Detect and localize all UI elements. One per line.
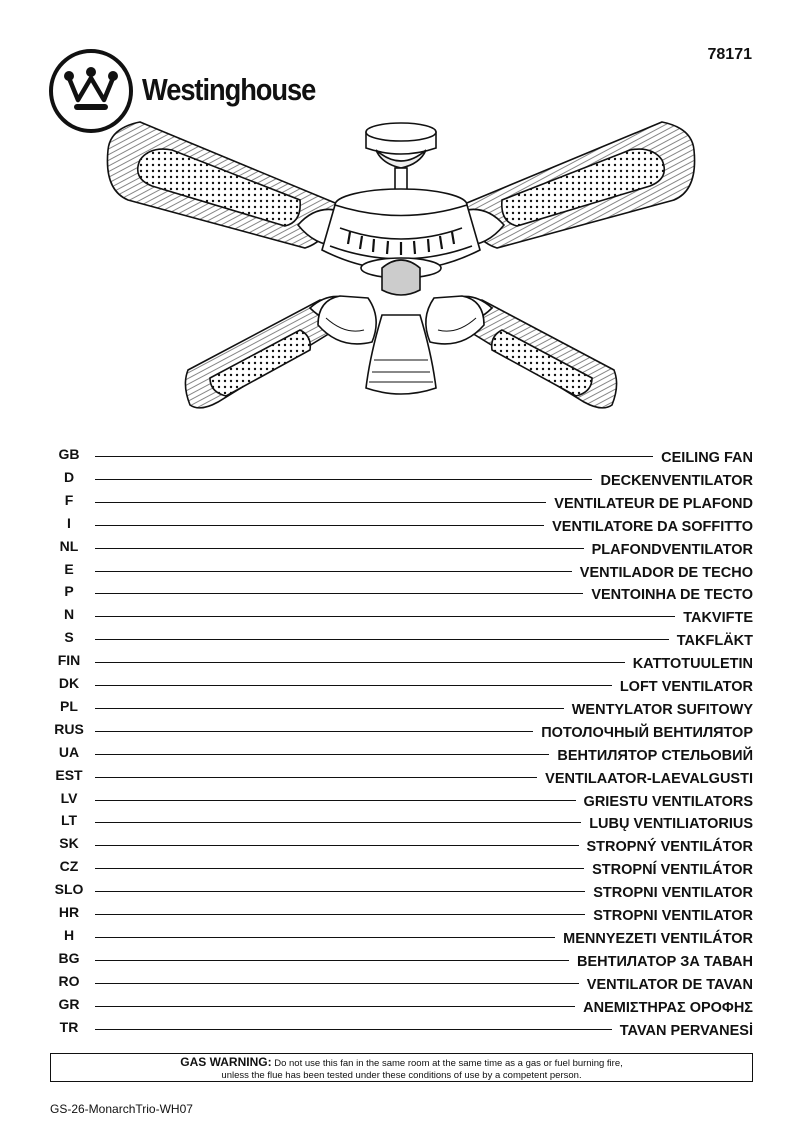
language-row [0,469,802,489]
language-product-name: STROPNÍ VENTILÁTOR [592,862,753,879]
language-rule [95,685,612,686]
language-product-name: VENTILATOR DE TAVAN [586,976,753,993]
language-rule [95,868,584,869]
language-code: S [64,629,74,646]
language-row [0,744,802,764]
language-row [0,904,802,924]
language-rule [95,822,581,823]
language-code: LT [60,812,78,829]
gas-warning-box [50,1053,753,1082]
language-product-name: TAVAN PERVANESİ [619,1022,753,1039]
language-product-name: KATTOTUULETIN [632,656,753,673]
language-product-name: WENTYLATOR SUFITOWY [571,701,753,718]
language-row [0,950,802,970]
language-code: GB [58,446,80,462]
language-code: SLO [54,881,84,898]
language-product-name: STROPNI VENTILATOR [593,885,753,902]
language-rule [95,1006,575,1007]
language-rule [95,754,549,755]
language-product-name: VENTILAATOR-LAEVALGUSTI [545,770,753,787]
language-rule [95,845,579,846]
language-rule [95,891,585,892]
language-row [0,561,802,581]
language-code: DK [58,675,80,691]
language-code: NL [59,537,79,554]
language-product-name: LOFT VENTILATOR [619,679,753,695]
language-rule [95,777,537,778]
language-rule [95,571,572,572]
language-product-name: VENTILATORE DA SOFFITTO [552,518,753,535]
language-code: LV [60,789,78,806]
language-rule [95,708,564,709]
language-row [0,675,802,695]
language-row [0,606,802,626]
language-row [0,996,802,1016]
language-row [0,629,802,649]
language-code: CZ [59,858,79,875]
language-row [0,721,802,741]
language-code: F [64,491,74,508]
language-code: TR [59,1018,79,1035]
language-row [0,973,802,993]
language-product-name: MENNYEZETI VENTILÁTOR [563,930,753,947]
language-rule [95,800,576,801]
language-rule [95,525,544,526]
language-row [0,492,802,512]
language-product-name: CEILING FAN [661,450,753,466]
language-row [0,927,802,947]
language-row [0,583,802,603]
language-rule [95,456,653,457]
language-product-name: VENTOINHA DE TECTO [591,587,753,604]
language-code: BG [58,949,80,966]
language-product-name: ВЕНТИЛАТОР ЗА ТАВАН [577,953,753,970]
language-code: HR [58,904,80,920]
language-row [0,652,802,672]
language-row [0,515,802,535]
language-product-name: DECKENVENTILATOR [600,472,753,489]
language-product-name: ПОТОЛОЧНЫЙ ВЕНТИЛЯТОР [541,724,753,741]
language-code: D [63,468,75,485]
gas-warning-title: GAS WARNING: [180,1055,272,1069]
language-row [0,812,802,832]
language-product-name: TAKFLÄKT [676,633,753,650]
language-product-name: STROPNÝ VENTILÁTOR [586,839,753,856]
language-row [0,858,802,878]
language-row [0,698,802,718]
language-rule [95,937,555,938]
model-number: 78171 [707,46,752,63]
language-code: H [63,926,75,943]
language-rule [95,548,584,549]
language-code: SK [59,835,79,852]
language-row [0,790,802,810]
language-code: UA [58,743,80,760]
language-rule [95,662,625,663]
language-rule [95,593,583,594]
language-row [0,835,802,855]
language-product-name: VENTILATEUR DE PLAFOND [554,495,753,512]
gas-warning-text-2: unless the flue has been tested under these conditions of use by a competent person. [221,1070,582,1081]
language-rule [95,731,533,732]
language-row [0,1019,802,1039]
language-code: P [64,583,74,600]
document-reference: GS-26-MonarchTrio-WH07 [50,1102,193,1116]
language-row [0,446,802,466]
language-code: RO [58,972,80,989]
language-product-name: VENTILADOR DE TECHO [579,564,753,581]
language-product-name: STROPNI VENTILATOR [593,908,753,924]
language-code: EST [55,766,83,783]
language-product-name: TAKVIFTE [683,610,753,627]
language-product-name: GRIESTU VENTILATORS [583,793,753,810]
language-rule [95,502,546,503]
gas-warning-text-1: Do not use this fan in the same room at the same time as a gas or fuel burning fire, [274,1058,623,1069]
language-code: RUS [54,720,84,737]
language-rule [95,479,592,480]
language-product-name: PLAFONDVENTILATOR [591,541,753,558]
language-code: GR [58,995,80,1012]
language-rule [95,1029,612,1030]
language-product-name: ВЕНТИЛЯТОР СТЕЛЬОВИЙ [557,747,753,764]
language-product-name: LUBŲ VENTILIATORIUS [589,816,753,833]
language-rule [95,960,569,961]
language-rule [95,639,669,640]
language-code: E [64,560,74,577]
language-row [0,767,802,787]
language-code: FIN [57,652,81,669]
language-code: PL [60,697,78,714]
language-code: I [67,514,71,531]
language-rule [95,616,675,617]
brand-name: Westinghouse [142,72,316,107]
ceiling-fan-illustration [0,110,802,420]
language-row [0,881,802,901]
language-row [0,538,802,558]
language-code: N [63,606,75,623]
language-rule [95,914,585,915]
language-rule [95,983,579,984]
language-product-name: ΑΝΕΜΙΣΤΗΡΑΣ ΟΡΟΦΗΣ [583,999,753,1016]
gas-warning-line1 [51,1056,752,1070]
